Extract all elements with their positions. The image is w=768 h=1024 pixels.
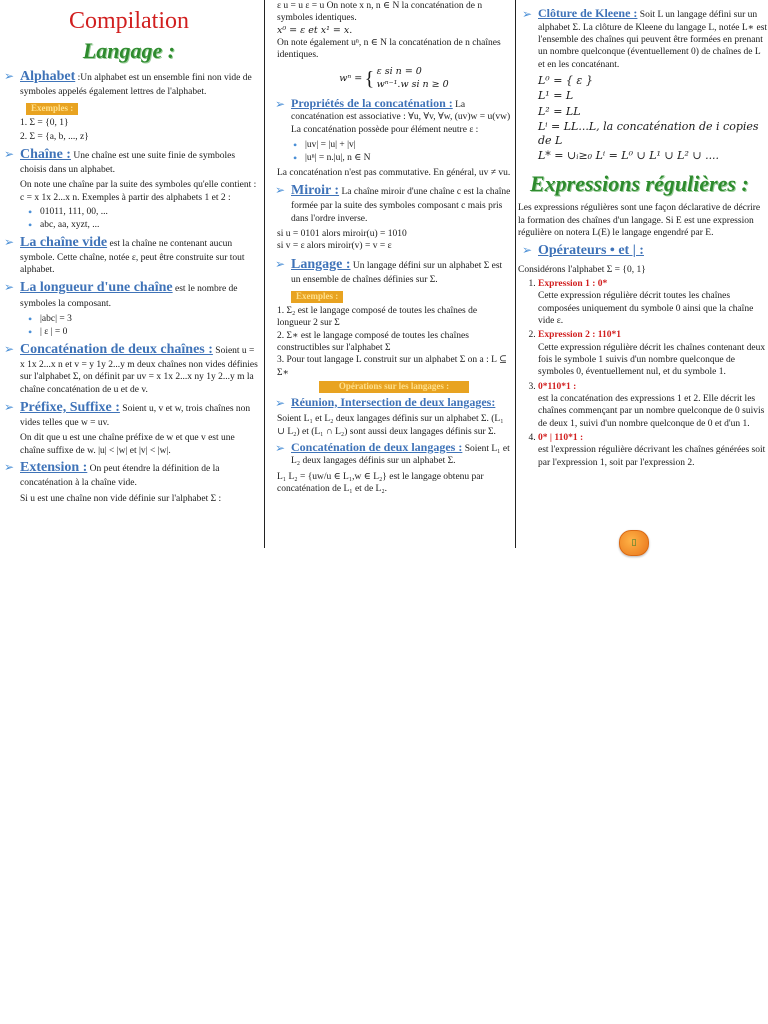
column-right [518,0,768,471]
section-title-langage: Langage : [82,38,176,64]
list-item [538,432,768,469]
arrow-icon: ➢ [522,7,533,21]
section-langage [277,256,511,287]
expression-text: Cette expression régulière décrit toutes les chaînes composées uniquement du symbole 0 ainsi que la chaîne vide ε. [538,291,754,326]
heading-chaine-vide: La chaîne vide [20,234,108,250]
alphabet-example-1: 1. Σ = {0, 1} [20,118,69,128]
section-concatenation [0,341,258,396]
extension-text-2: Si u est une chaîne non vide définie sur l'alphabet Σ : [20,493,222,504]
langage-example-3: 3. Pour tout langage L construit sur un alphabet Σ on a : L ⊆ Σ∗ [277,355,507,378]
list-item: • |abc| = 3 [40,313,258,325]
operateurs-intro: Considérons l'alphabet Σ = {0, 1} [518,264,646,275]
alphabet-example-2: 2. Σ = {a, b, ..., z} [20,132,89,143]
arrow-icon: ➢ [4,280,15,295]
chaine-text-2: On note une chaîne par la suite des symboles qu'elle contient : c = x 1x 2...x n. Exemples à partir des alphabets 1 et 2 : [20,180,257,203]
miroir-text: La chaîne miroir d'une chaîne c est la chaîne formée par la suite des symboles composant c mais pris dans l'ordre inverse. [291,187,511,224]
concatenation-text: Soient u = x 1x 2...x n et v = y 1y 2...y m deux chaînes non vides définies sur l'alphabet Σ, on définit par uv = x 1x 2...x ny 1y 2...y m la chaîne concaténation de u et de v. [20,345,258,395]
arrow-icon: ➢ [522,243,533,258]
heading-concat-langages: Concaténation de deux langages : [291,439,463,454]
kleene-formulas [518,74,768,164]
list-item: • abc, aa, xyzt, ... [40,219,258,231]
heading-concatenation: Concaténation de deux chaînes : [20,341,213,357]
section-concat-langages [277,440,511,468]
neutral-element-text: ε u = u ε = u On note x n, n ∈ N la concaténation de n symboles identiques. [277,1,483,24]
section-reunion [277,395,511,411]
column-middle [264,0,516,548]
arrow-icon: ➢ [275,440,286,455]
prefixe-text-2: On dit que u est une chaîne préfixe de w et que v est une chaîne suffixe de w. |u| < |w| et |v| < |w|. [20,433,235,456]
page-title: Compilation [69,8,189,34]
arrow-icon: ➢ [275,183,286,198]
list-item: • | ε | = 0 [40,326,258,338]
operations-label: Opérations sur les langages : [319,381,469,393]
alphabet-text: :Un alphabet est un ensemble fini non vide de symboles appelés également lettres de l'alphabet. [20,72,252,97]
langage-example-1: 1. Σ₂ est le langage composé de toutes les chaînes de longueur 2 sur Σ [277,305,478,329]
longueur-text: est le nombre de symboles la composant. [20,284,238,309]
arrow-icon: ➢ [4,234,15,249]
expression-label: Expression 1 : 0* [538,278,608,289]
examples-label: Exemples : [26,103,78,115]
heading-proprietes: Propriétés de la concaténation : [291,95,453,110]
chaine-list [0,206,258,232]
list-item [538,329,768,378]
arrow-icon: ➢ [4,68,15,83]
heading-kleene: Clôture de Kleene : [538,6,638,20]
chaine-text: Une chaîne est une suite finie de symboles choisis dans un alphabet. [20,150,236,175]
kleene-text: Soit L un langage défini sur un alphabet Σ. La clôture de Kleene du langage L, notée L∗ est l'ensemble des chaînes qui peuvent être formées en prenant un nombre quelconque (éventuellement 0) de chaînes de L et en les concaténant. [538,10,768,70]
list-item [538,381,768,430]
section-longueur [0,279,258,310]
expression-text: est la concaténation des expressions 1 et 2. Elle décrit les chaînes commençant par un nombre quelconque de 0 suivis de deux 1, suivi d'un nombre quelconque de 0 et d'un 1. [538,394,765,429]
power-definition: x⁰ = ε et x¹ = x. [277,24,353,36]
expression-label: 0* | 110*1 : [538,433,584,444]
section-extension [0,459,258,490]
concat-langages-text-2: L₁ L₂ = {uw/u ∈ L₁,w ∈ L₂} est le langage obtenu par concaténation de L₁ et de L₂. [277,471,484,495]
extension-text: On peut étendre la définition de la concaténation à la chaîne vide. [20,464,220,489]
section-alphabet [0,68,258,99]
kleene-l0: L⁰ = { ε } [538,73,593,87]
proprietes-text-2: La concaténation n'est pas commutative. En général, uv ≠ vu. [277,167,511,178]
reunion-text: Soient L₁ et L₂ deux langages définis sur un alphabet Σ. (L₁ ∪ L₂) et (L₁ ∩ L₂) sont aussi deux langages définis sur Σ. [277,414,504,437]
power-chain-text: On note également uⁿ, n ∈ N la concaténation de n chaînes identiques. [277,38,501,61]
heading-langage: Langage : [291,256,351,272]
heading-longueur: La longueur d'une chaîne [20,280,173,296]
kleene-li: Lⁱ = LL...L, la concaténation de i copies de L [538,119,759,148]
expression-label: Expression 2 : 110*1 [538,330,621,341]
prefixe-text: Soient u, v et w, trois chaînes non vides telles que w = uv. [20,403,251,429]
expression-label: 0*110*1 : [538,381,577,392]
arrow-icon: ➢ [275,96,286,111]
concat-langages-text: Soient L₁ et L₂ deux langages définis sur un alphabet Σ. [291,443,510,467]
expression-text: est l'expression régulière décrivant les chaînes générées soit par l'expression 1, soit par l'expression 2. [538,445,766,468]
arrow-icon: ➢ [275,395,286,410]
kleene-l2: L² = LL [538,104,581,118]
regex-text: Les expressions régulières sont une façon déclarative de décrire la formation des chaînes d'un langage. Si E est une expression régulière on notera L(E) le langage engendré par E. [518,203,761,239]
section-miroir [277,182,511,225]
heading-prefixe-suffixe: Préfixe, Suffixe : [20,399,120,415]
proprietes-list [277,139,511,165]
section-kleene [518,6,768,71]
heading-alphabet: Alphabet [20,68,76,84]
heading-reunion: Réunion, Intersection de deux langages: [291,394,496,409]
expression-text: Cette expression régulière décrit les chaînes contenant deux fois le symbole 1 suivis d'un nombre quelconque de symboles 0, éventuellement nul, et du symbole 1. [538,342,766,378]
kleene-l1: L¹ = L [538,89,574,103]
kleene-star: L* = ∪ᵢ≥₀ Lⁱ = L⁰ ∪ L¹ ∪ L² ∪ .... [538,149,720,163]
arrow-icon: ➢ [4,341,15,356]
list-item: • |uv| = |u| + |v| [305,139,511,151]
section-proprietes [277,96,511,136]
section-prefixe-suffixe [0,399,258,430]
arrow-icon: ➢ [4,460,15,475]
arrow-icon: ➢ [4,146,15,161]
list-item: • 01011, 111, 00, ... [40,206,258,218]
equation-cases [377,66,449,91]
equation-left: wⁿ = [339,72,363,84]
arrow-icon: ➢ [275,256,286,271]
heading-extension: Extension : [20,460,88,476]
brace-icon: { [364,67,375,90]
examples-label: Exemples : [291,291,343,303]
heading-miroir: Miroir : [291,183,340,199]
power-equation [277,66,511,92]
heading-chaine: Chaîne : [20,146,71,162]
section-chaine [0,146,258,177]
proprietes-text: La concaténation est associative : ∀u, ∀v, ∀w, (uv)w = u(vw) La concaténation possède pour élément neutre ε : [291,99,511,135]
section-operateurs [518,242,768,260]
expression-list [518,278,768,469]
section-chaine-vide [0,234,258,277]
heading-operateurs: Opérateurs • et | : [538,243,644,259]
arrow-icon: ➢ [4,399,15,414]
longueur-list [0,313,258,339]
langage-example-2: 2. Σ∗ est le langage composé de toutes les chaînes constructibles sur l'alphabet Σ [277,330,469,353]
orange-round-button[interactable]: ▯ [619,530,649,556]
miroir-example-1: si u = 0101 alors miroir(u) = 1010 [277,228,407,239]
equation-case-2: wⁿ⁻¹.w si n ≥ 0 [376,78,449,90]
column-left [0,0,258,507]
miroir-example-2: si v = ε alors miroir(v) = v = ε [277,241,392,252]
list-item: • |uⁿ| = n.|u|, n ∈ N [305,152,511,164]
section-title-regex: Expressions régulières : [530,170,749,196]
equation-case-1: ε si n = 0 [376,66,422,78]
chaine-vide-text: est la chaîne ne contenant aucun symbole. Cette chaîne, notée ε, peut être construite sur tout alphabet. [20,238,245,276]
langage-text: Un langage défini sur un alphabet Σ est un ensemble de chaînes définies sur Σ. [291,260,503,285]
list-item [538,278,768,327]
